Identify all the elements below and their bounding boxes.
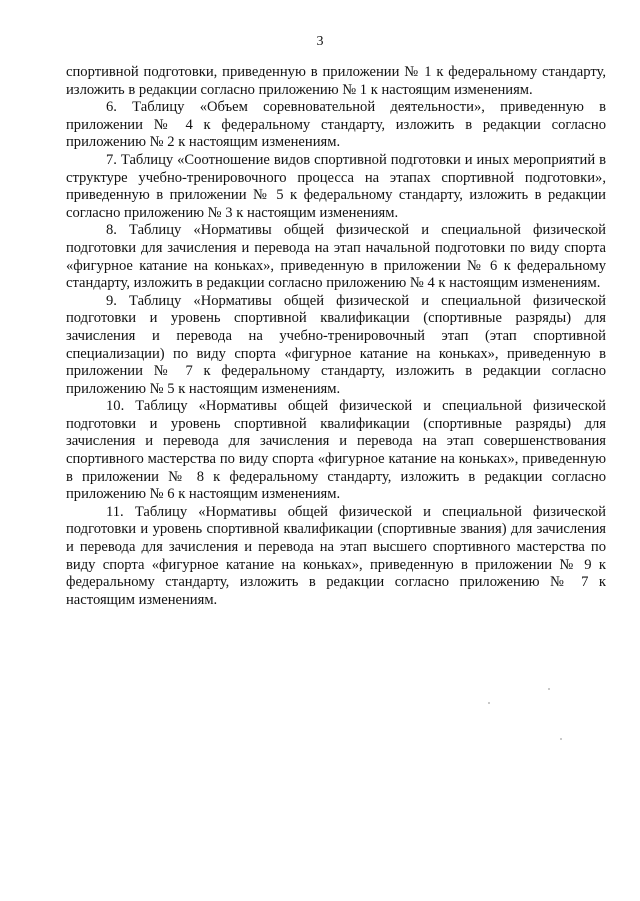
paragraph-item-11: 11. Таблицу «Нормативы общей физической и специальной физической подготовки и уровень спортивной квалификации (спортивные звания) для зачисления и перевода для зачисления и перевода на этап высшего спортивного мастерства по виду спорта «фигурное катание на коньках», приведенную в приложении № 9 к федеральному стандарту, изложить в редакции согласно приложению № 7 к настоящим изменениям. — [66, 503, 606, 608]
paragraph-item-6: 6. Таблицу «Объем соревновательной деятельности», приведенную в приложении № 4 к федеральному стандарту, изложить в редакции согласно приложению № 2 к настоящим изменениям. — [66, 99, 606, 151]
scan-speck — [488, 702, 490, 704]
paragraph-item-8: 8. Таблицу «Нормативы общей физической и специальной физической подготовки для зачисления и перевода на этап начальной подготовки по виду спорта «фигурное катание на коньках», приведенную в приложении № 6 к федеральному стандарту, изложить в редакции согласно приложению № 4 к настоящим изменениям. — [66, 222, 606, 292]
paragraph-item-7: 7. Таблицу «Соотношение видов спортивной подготовки и иных мероприятий в структуре учебно-тренировочного процесса на этапах спортивной подготовки», приведенную в приложении № 5 к федеральному стандарту, изложить в редакции согласно приложению № 3 к настоящим изменениям. — [66, 151, 606, 221]
paragraph-item-9: 9. Таблицу «Нормативы общей физической и специальной физической подготовки и уровень спортивной квалификации (спортивные разряды) для зачисления и перевода на учебно-тренировочный этап (этап спортивной специализации) по виду спорта «фигурное катание на коньках», приведенную в приложении № 7 к федеральному стандарту, изложить в редакции согласно приложению № 5 к настоящим изменениям. — [66, 292, 606, 397]
scan-speck — [560, 738, 562, 740]
page-number: 3 — [316, 34, 324, 49]
document-body — [66, 64, 606, 609]
scan-speck — [548, 688, 550, 690]
paragraph-continuation: спортивной подготовки, приведенную в приложении № 1 к федеральному стандарту, изложить в редакции согласно приложению № 1 к настоящим изменениям. — [66, 64, 606, 98]
paragraph-item-10: 10. Таблицу «Нормативы общей физической и специальной физической подготовки и уровень спортивной квалификации (спортивные разряды) для зачисления и перевода для зачисления и перевода на этап совершенствования спортивного мастерства по виду спорта «фигурное катание на коньках», приведенную в приложении № 8 к федеральному стандарту, изложить в редакции согласно приложению № 6 к настоящим изменениям. — [66, 398, 606, 503]
